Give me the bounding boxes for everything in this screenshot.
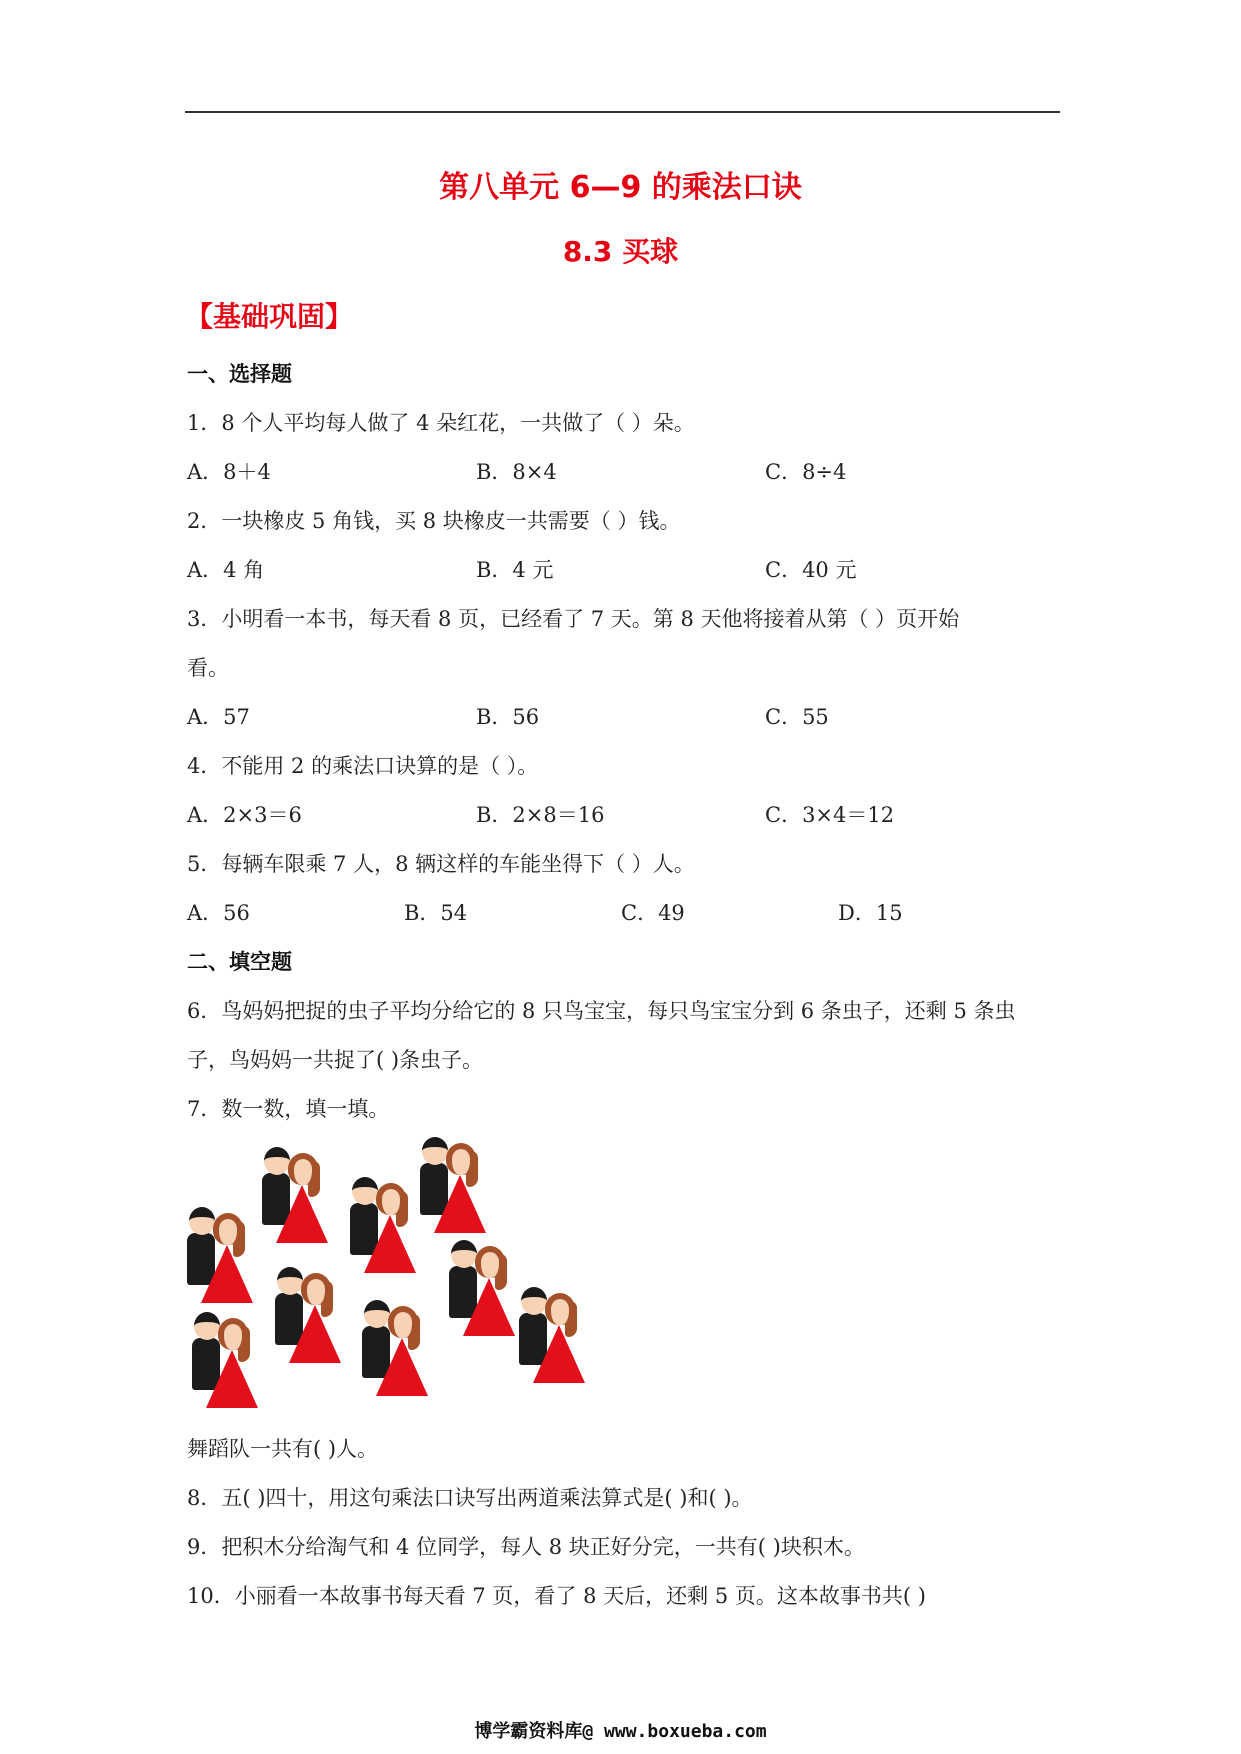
question-6: 6．鸟妈妈把捉的虫子平均分给它的 8 只鸟宝宝，每只鸟宝宝分到 6 条虫子，还剩 5 条虫 [187,999,1016,1023]
question-1: 1．8 个人平均每人做了 4 朵红花，一共做了（ ）朵。 [187,411,695,435]
q5-option-d: D．15 [838,901,903,925]
dancing-couple [348,1175,416,1275]
question-7-answer-line: 舞蹈队一共有( )人。 [187,1437,379,1461]
question-10: 10．小丽看一本故事书每天看 7 页，看了 8 天后，还剩 5 页。这本故事书共( ) [187,1584,926,1608]
q3-option-a: A．57 [187,705,250,729]
q1-option-c: C．8÷4 [765,460,847,484]
question-3-cont: 看。 [187,656,229,680]
dancing-couple [190,1310,258,1410]
q2-option-c: C．40 元 [765,558,857,582]
dancing-couple [447,1238,515,1338]
footer-watermark: 博学霸资料库@ www.boxueba.com [474,1721,767,1742]
question-6-cont: 子，鸟妈妈一共捉了( )条虫子。 [187,1048,484,1072]
q3-option-c: C．55 [765,705,829,729]
question-3: 3．小明看一本书，每天看 8 页，已经看了 7 天。第 8 天他将接着从第（ ）页开始 [187,607,960,631]
dancers-illustration [185,1130,605,1415]
question-5: 5．每辆车限乘 7 人，8 辆这样的车能坐得下（ ）人。 [187,852,695,876]
section-choice-heading: 一、选择题 [187,362,292,386]
page-title: 第八单元 6—9 的乘法口诀 [439,170,802,205]
dancing-couple [418,1135,486,1235]
question-2: 2．一块橡皮 5 角钱，买 8 块橡皮一共需要（ ）钱。 [187,509,681,533]
dancing-couple [185,1205,253,1305]
q5-option-c: C．49 [621,901,685,925]
dancing-couple [517,1285,585,1385]
question-8: 8．五( )四十，用这句乘法口诀写出两道乘法算式是( )和( )。 [187,1486,753,1510]
q4-option-b: B．2×8＝16 [476,803,605,827]
page-subtitle: 8.3 买球 [562,235,679,268]
q4-option-c: C．3×4＝12 [765,803,895,827]
q5-option-b: B．54 [404,901,468,925]
q5-option-a: A．56 [187,901,250,925]
q2-option-b: B．4 元 [476,558,554,582]
q2-option-a: A．4 角 [187,558,265,582]
question-7: 7．数一数，填一填。 [187,1097,390,1121]
q4-option-a: A．2×3＝6 [187,803,302,827]
dancing-couple [273,1265,341,1365]
dancing-couple [360,1298,428,1398]
question-9: 9．把积木分给淘气和 4 位同学，每人 8 块正好分完，一共有( )块积木。 [187,1535,865,1559]
q1-option-a: A．8＋4 [187,460,271,484]
question-4: 4．不能用 2 的乘法口诀算的是（ ）。 [187,754,539,778]
section-fill-heading: 二、填空题 [187,950,292,974]
section-basic: 【基础巩固】 [185,300,354,333]
q3-option-b: B．56 [476,705,540,729]
dancing-couple [260,1145,328,1245]
q1-option-b: B．8×4 [476,460,557,484]
header-rule [185,111,1060,113]
